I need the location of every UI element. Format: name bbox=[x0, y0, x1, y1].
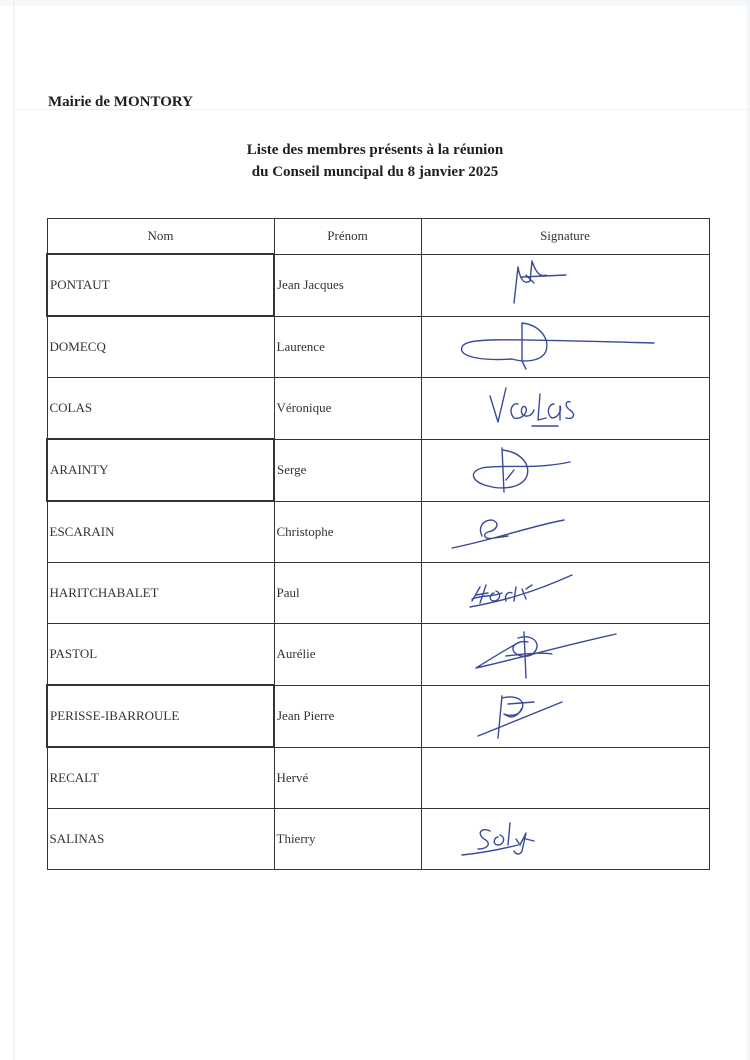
handwritten-signature bbox=[422, 624, 708, 684]
handwritten-signature bbox=[422, 317, 708, 377]
cell-signature bbox=[421, 378, 709, 440]
cell-signature-empty bbox=[421, 747, 709, 809]
title-line-2: du Conseil muncipal du 8 janvier 2025 bbox=[251, 164, 499, 180]
cell-prenom: Aurélie bbox=[274, 624, 421, 686]
title-line-1: Liste des membres présents à la réunion bbox=[246, 142, 504, 158]
table-row bbox=[47, 254, 709, 316]
cell-signature bbox=[421, 563, 709, 624]
cell-nom: ARAINTY bbox=[47, 439, 274, 501]
table-row bbox=[47, 316, 709, 378]
table-row bbox=[47, 624, 709, 686]
handwritten-signature bbox=[422, 502, 708, 562]
cell-nom: PERISSE-IBARROULE bbox=[47, 685, 274, 747]
cell-nom: ESCARAIN bbox=[47, 501, 274, 563]
table-row bbox=[47, 378, 709, 440]
cell-nom: HARITCHABALET bbox=[47, 563, 274, 624]
handwritten-signature bbox=[422, 563, 708, 623]
column-header-prenom: Prénom bbox=[274, 219, 421, 255]
cell-signature bbox=[421, 439, 709, 501]
table-row bbox=[47, 809, 709, 870]
cell-prenom: Laurence bbox=[274, 316, 421, 378]
scan-edge-top bbox=[0, 0, 750, 6]
table-row bbox=[47, 501, 709, 563]
cell-prenom: Thierry bbox=[274, 809, 421, 870]
cell-nom: PONTAUT bbox=[47, 254, 274, 316]
handwritten-signature bbox=[422, 255, 708, 315]
handwritten-signature bbox=[422, 378, 708, 438]
cell-signature bbox=[421, 501, 709, 563]
handwritten-signature bbox=[422, 686, 708, 746]
cell-prenom: Christophe bbox=[274, 501, 421, 563]
table-header-row bbox=[47, 219, 709, 255]
cell-signature bbox=[421, 316, 709, 378]
organization-header: Mairie de MONTORY bbox=[48, 94, 194, 110]
cell-signature bbox=[421, 624, 709, 686]
cell-nom: PASTOL bbox=[47, 624, 274, 686]
cell-signature bbox=[421, 809, 709, 870]
document-title bbox=[0, 139, 750, 183]
cell-nom: SALINAS bbox=[47, 809, 274, 870]
column-header-signature: Signature bbox=[421, 219, 709, 255]
cell-prenom: Serge bbox=[274, 439, 421, 501]
column-header-nom: Nom bbox=[47, 219, 274, 255]
handwritten-signature bbox=[422, 440, 708, 500]
cell-prenom: Paul bbox=[274, 563, 421, 624]
cell-signature bbox=[421, 254, 709, 316]
cell-prenom: Jean Pierre bbox=[274, 685, 421, 747]
attendance-table bbox=[46, 218, 710, 870]
cell-prenom: Véronique bbox=[274, 378, 421, 440]
cell-nom: RECALT bbox=[47, 747, 274, 809]
handwritten-signature bbox=[422, 809, 708, 869]
table-row bbox=[47, 563, 709, 624]
cell-nom: COLAS bbox=[47, 378, 274, 440]
cell-prenom: Jean Jacques bbox=[274, 254, 421, 316]
cell-prenom: Hervé bbox=[274, 747, 421, 809]
table-row bbox=[47, 685, 709, 747]
cell-signature bbox=[421, 685, 709, 747]
table-row bbox=[47, 439, 709, 501]
table-row bbox=[47, 747, 709, 809]
cell-nom: DOMECQ bbox=[47, 316, 274, 378]
